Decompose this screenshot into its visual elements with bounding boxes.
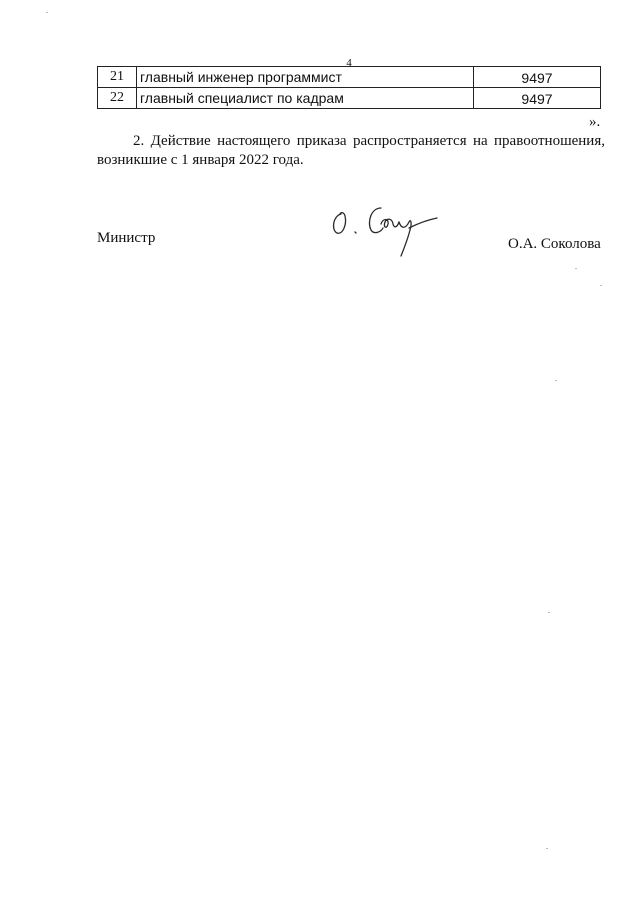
row-number: 21	[98, 67, 137, 88]
effective-date-paragraph: 2. Действие настоящего приказа распространяется на правоотношения, возникшие с 1 января 2022 года.	[97, 133, 605, 168]
signature-block	[0, 200, 640, 270]
scan-speck	[546, 848, 548, 849]
salary-amount: 9497	[474, 67, 601, 88]
position-name: главный инженер программист	[137, 67, 474, 88]
position-name: главный специалист по кадрам	[137, 88, 474, 109]
signer-name: О.А. Соколова	[508, 236, 601, 252]
page-number: 4	[346, 57, 352, 69]
scan-speck	[555, 380, 557, 381]
table-row	[98, 67, 601, 88]
scan-speck	[575, 268, 577, 269]
signer-position: Министр	[97, 230, 156, 246]
scan-speck	[548, 612, 550, 613]
salary-amount: 9497	[474, 88, 601, 109]
closing-quote: ».	[589, 114, 601, 130]
handwritten-signature	[325, 200, 445, 260]
scan-speck	[46, 12, 48, 13]
scan-speck	[600, 285, 602, 286]
table-row	[98, 88, 601, 109]
row-number: 22	[98, 88, 137, 109]
salary-table	[97, 66, 601, 109]
